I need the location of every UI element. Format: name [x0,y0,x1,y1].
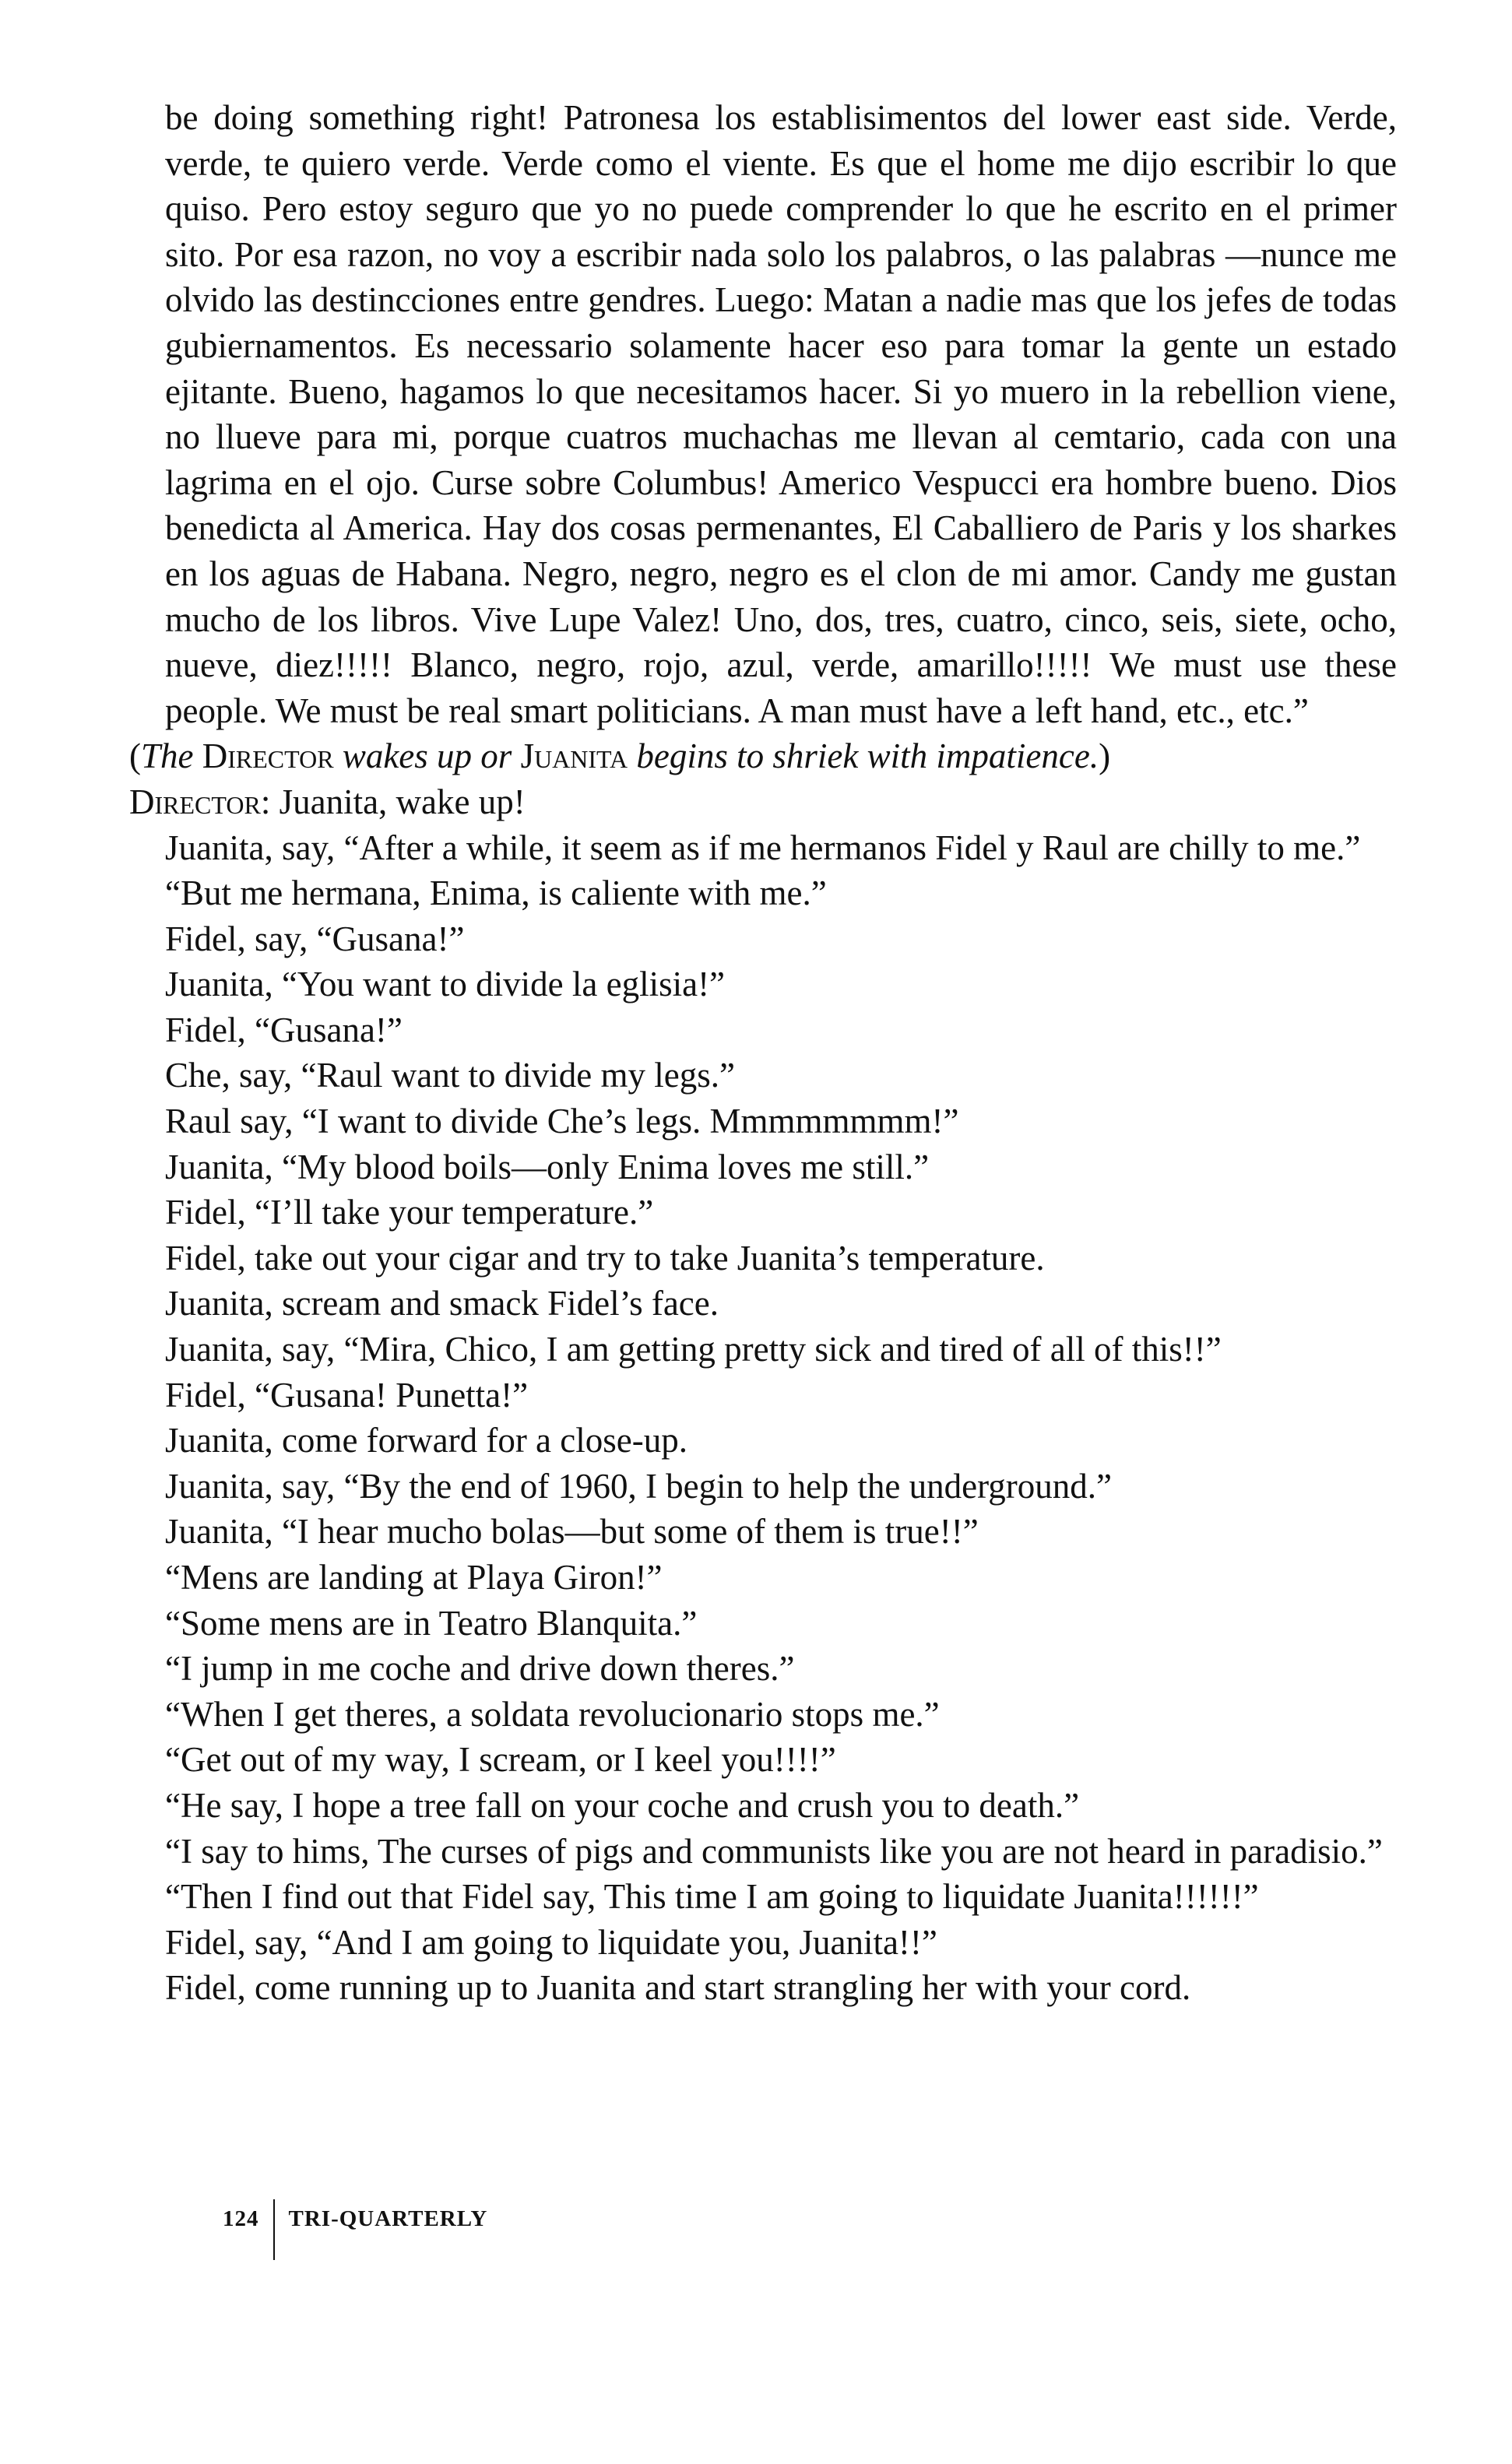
stage-text-mid1: wakes up or [333,736,521,776]
script-line: Juanita, say, “By the end of 1960, I begin to help the underground.” [165,1466,1112,1506]
script-line: “When I get theres, a soldata revolucionario stops me.” [165,1694,940,1734]
journal-name: TRI-QUARTERLY [288,2206,488,2231]
script-line: “Get out of my way, I scream, or I keel you!!!!” [165,1740,836,1780]
script-line: Fidel, say, “And I am going to liquidate you, Juanita!!” [165,1922,937,1962]
stage-close-paren: ) [1099,736,1111,776]
script-line: “I jump in me coche and drive down theres.” [165,1649,795,1689]
director-text: Juanita, wake up! [279,782,526,821]
script-line: Juanita, say, “Mira, Chico, I am getting pretty sick and tired of all of this!!” [165,1330,1222,1369]
script-line: Fidel, come running up to Juanita and start strangling her with your cord. [165,1968,1191,2008]
monologue-paragraph: be doing something right! Patronesa los establisimentos del lower east side. Verde, verde, te quiero verde. Verde como el viente. Es que el home me dijo escribir lo que quiso. Pero estoy seguro que yo no puede comprender lo que he escrito en el primer sito. Por esa razon, no voy a escribir nada solo los palabros, o las palabras —nunce me olvido las destincciones entre gendres. Luego: Matan a nadie mas que los jefes de todas gubiernamentos. Es necessario solamente hacer eso para tomar la gente un estado ejitante. Bueno, hagamos lo que necesitamos hacer. Si yo muero in la rebellion viene, no llueve para mi, porque cuatros muchachas me llevan al cemtario, cada con una lagrima en el ojo. Curse sobre Columbus! Americo Vespucci era hombre bueno. Dios benedicta al America. Hay dos cosas permenantes, El Caballiero de Paris y los sharkes en los aguas de Habana. Negro, negro, negro es el clon de mi amor. Candy me gustan mucho de los libros. Vive Lupe Valez! Uno, dos, tres, cuatro, cinco, seis, siete, ocho, nueve, diez!!!!! Blanco, negro, rojo, azul, verde, amarillo!!!!! We must use these people. We must be real smart politicians. A man must have a left hand, etc., etc.” [165,98,1397,730]
stage-director-name: Director [202,736,334,776]
script-line: Fidel, “I’ll take your temperature.” [165,1193,654,1232]
script-line: “Some mens are in Teatro Blanquita.” [165,1603,698,1643]
director-speaker: Director [129,782,261,821]
director-line [129,779,1397,825]
script-line: Fidel, say, “Gusana!” [165,919,465,958]
stage-open-paren: ( [129,736,141,776]
footer-divider [273,2199,275,2260]
script-line: Fidel, “Gusana! Punetta!” [165,1375,529,1415]
script-line: “But me hermana, Enima, is caliente with me.” [165,873,827,913]
text-column [129,95,1397,2011]
stage-text-the: The [141,736,202,776]
stage-text-mid2: begins to shriek with impatience. [628,736,1099,776]
script-line: Fidel, take out your cigar and try to take Juanita’s temperature. [165,1238,1045,1278]
script-line: Che, say, “Raul want to divide my legs.” [165,1056,735,1095]
director-colon: : [260,782,280,821]
script-line: “He say, I hope a tree fall on your coche and crush you to death.” [165,1785,1080,1825]
page-footer [223,2195,487,2242]
script-line: “I say to hims, The curses of pigs and communists like you are not heard in paradisio.” [165,1831,1383,1871]
script-line: “Mens are landing at Playa Giron!” [165,1558,663,1597]
stage-direction [129,733,1397,779]
script-line: Juanita, come forward for a close-up. [165,1421,687,1460]
script-line: Juanita, “My blood boils—only Enima loves me still.” [165,1147,930,1186]
script-line: “Then I find out that Fidel say, This time I am going to liquidate Juanita!!!!!!” [165,1877,1259,1917]
script-line: Fidel, “Gusana!” [165,1010,403,1049]
stage-juanita-name: Juanita [520,736,628,776]
page-number: 124 [223,2206,259,2231]
script-line: Juanita, say, “After a while, it seem as if me hermanos Fidel y Raul are chilly to me.” [165,828,1361,867]
script-line: Juanita, “I hear mucho bolas—but some of them is true!!” [165,1512,979,1552]
script-line: Raul say, “I want to divide Che’s legs. Mmmmmmmm!” [165,1102,959,1141]
script-line: Juanita, scream and smack Fidel’s face. [165,1284,719,1323]
script-line: Juanita, “You want to divide la eglisia!” [165,965,726,1004]
